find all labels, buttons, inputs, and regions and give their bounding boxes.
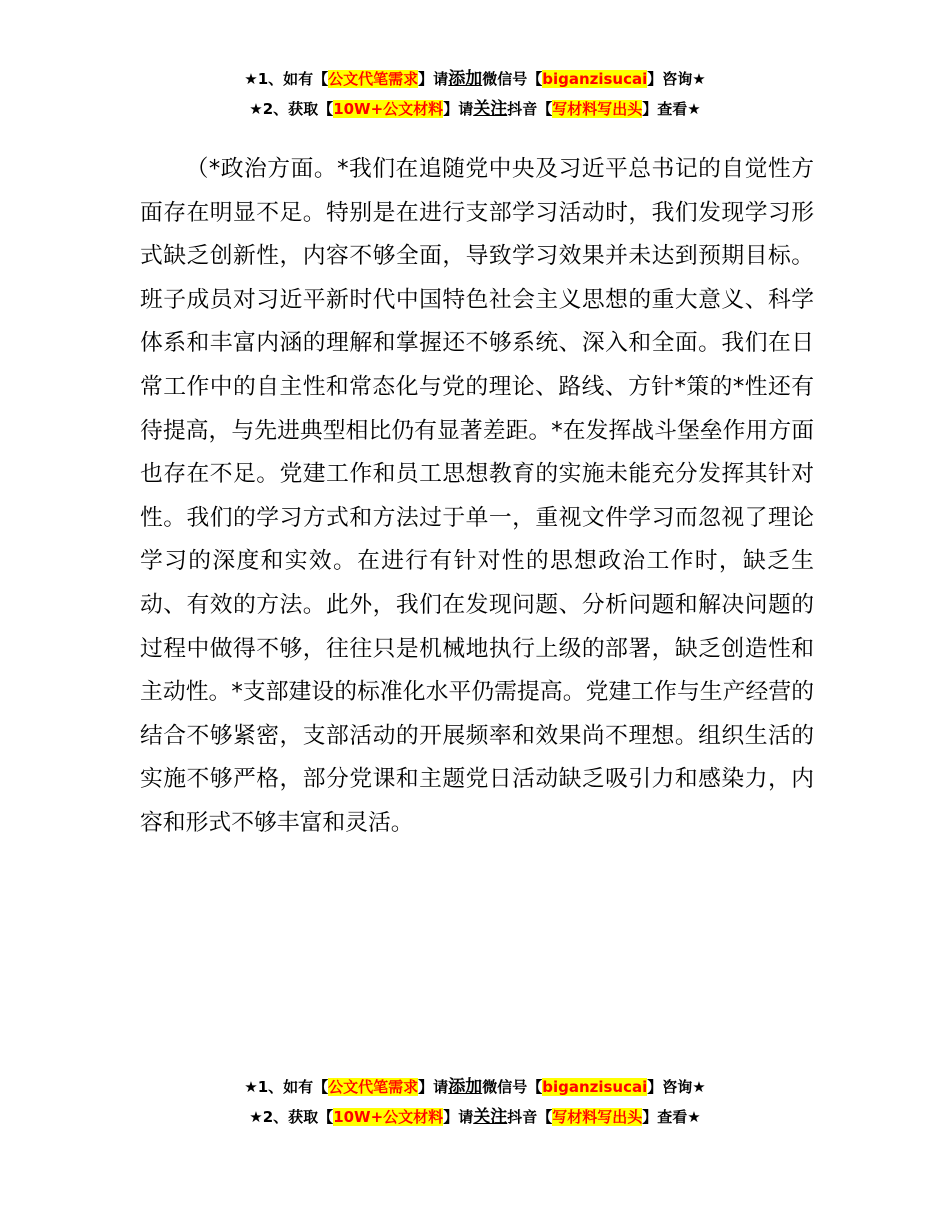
banner-text: 】查看★ — [642, 1108, 701, 1126]
banner-line-2 — [0, 1102, 950, 1132]
banner-text: 】咨询★ — [647, 70, 706, 88]
highlight-text: 公文代笔需求 — [328, 1078, 419, 1096]
banner-text: 】查看★ — [642, 100, 701, 118]
banner-text: 微信号【 — [482, 70, 543, 88]
douyin-id-highlight: 写材料写出头 — [552, 1108, 643, 1126]
underlined-text: 关注 — [473, 99, 508, 119]
highlight-text: 10W+公文材料 — [333, 100, 444, 118]
underlined-text: 添加 — [448, 1077, 483, 1097]
banner-line-1 — [0, 64, 950, 94]
underlined-text: 关注 — [473, 1107, 508, 1127]
banner-text: ★1、如有【 — [244, 70, 329, 88]
banner-text: 】请 — [418, 70, 449, 88]
highlight-text: 公文代笔需求 — [328, 70, 419, 88]
banner-text: 】咨询★ — [647, 1078, 706, 1096]
banner-text: 抖音【 — [507, 1108, 553, 1126]
document-body — [140, 148, 814, 846]
banner-text: 】请 — [443, 1108, 474, 1126]
bottom-banner — [0, 1072, 950, 1132]
wechat-id-highlight: biganzisucai — [542, 1078, 648, 1096]
banner-text: ★1、如有【 — [244, 1078, 329, 1096]
douyin-id-highlight: 写材料写出头 — [552, 100, 643, 118]
top-banner — [0, 64, 950, 124]
underlined-text: 添加 — [448, 69, 483, 89]
body-paragraph: （*政治方面。*我们在追随党中央及习近平总书记的自觉性方面存在明显不足。特别是在进行支部学习活动时，我们发现学习形式缺乏创新性，内容不够全面，导致学习效果并未达到预期目标。班子成员对习近平新时代中国特色社会主义思想的重大意义、科学体系和丰富内涵的理解和掌握还不够系统、深入和全面。我们在日常工作中的自主性和常态化与党的理论、路线、方针*策的*性还有待提高，与先进典型相比仍有显著差距。*在发挥战斗堡垒作用方面也存在不足。党建工作和员工思想教育的实施未能充分发挥其针对性。我们的学习方式和方法过于单一，重视文件学习而忽视了理论学习的深度和实效。在进行有针对性的思想政治工作时，缺乏生动、有效的方法。此外，我们在发现问题、分析问题和解决问题的过程中做得不够，往往只是机械地执行上级的部署，缺乏创造性和主动性。*支部建设的标准化水平仍需提高。党建工作与生产经营的结合不够紧密，支部活动的开展频率和效果尚不理想。组织生活的实施不够严格，部分党课和主题党日活动缺乏吸引力和感染力，内容和形式不够丰富和灵活。 — [140, 156, 814, 836]
banner-text: 微信号【 — [482, 1078, 543, 1096]
banner-line-1 — [0, 1072, 950, 1102]
banner-text: ★2、获取【 — [249, 100, 334, 118]
banner-text: 】请 — [443, 100, 474, 118]
banner-text: 】请 — [418, 1078, 449, 1096]
banner-line-2 — [0, 94, 950, 124]
banner-text: ★2、获取【 — [249, 1108, 334, 1126]
highlight-text: 10W+公文材料 — [333, 1108, 444, 1126]
wechat-id-highlight: biganzisucai — [542, 70, 648, 88]
banner-text: 抖音【 — [507, 100, 553, 118]
